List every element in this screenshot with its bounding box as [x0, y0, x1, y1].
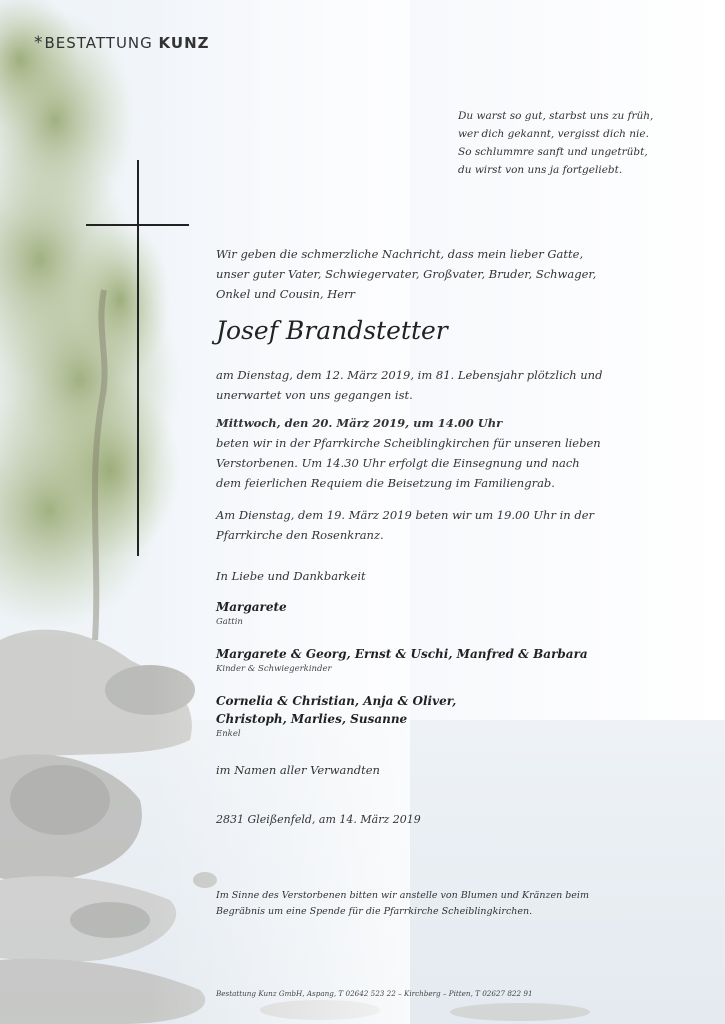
- mourner-group-spouse: [216, 598, 616, 629]
- mourner-relation: Gattin: [216, 617, 243, 627]
- logo-asterisk: *: [34, 33, 44, 53]
- mourner-group-grandchildren: [216, 692, 616, 741]
- death-notice: am Dienstag, dem 12. März 2019, im 81. Lebensjahr plötzlich und unerwartet von uns gegangen ist.: [216, 368, 603, 402]
- logo-strong: KUNZ: [158, 34, 210, 52]
- mourner-names: Margarete: [216, 600, 287, 614]
- cross-vertical-bar: [137, 160, 139, 556]
- mourner-group-children: [216, 645, 616, 676]
- funeral-home-logo: [34, 33, 210, 53]
- love-gratitude-line: In Liebe und Dankbarkeit: [216, 569, 366, 583]
- deceased-name: Josef Brandstetter: [216, 316, 448, 345]
- poem-line: wer dich gekannt, vergisst dich nie.: [458, 128, 649, 140]
- funeral-details: [216, 413, 606, 493]
- funeral-home-footer: Bestattung Kunz GmbH, Aspang, T 02642 523 22 – Kirchberg – Pitten, T 02627 822 91: [216, 989, 533, 998]
- logo-prefix: BESTATTUNG: [44, 34, 159, 52]
- funeral-date: Mittwoch, den 20. März 2019, um 14.00 Uhr: [216, 416, 503, 430]
- mourner-relation: Kinder & Schwiegerkinder: [216, 664, 332, 674]
- mourner-names: Margarete & Georg, Ernst & Uschi, Manfred & Barbara: [216, 647, 588, 661]
- on-behalf-of-relatives: im Namen aller Verwandten: [216, 763, 380, 777]
- poem-line: du wirst von uns ja fortgeliebt.: [458, 164, 623, 176]
- mourner-names-line2: Christoph, Marlies, Susanne: [216, 712, 408, 726]
- memorial-poem: [458, 107, 698, 179]
- rosary-notice: Am Dienstag, dem 19. März 2019 beten wir um 19.00 Uhr in der Pfarrkirche den Rosenkranz.: [216, 508, 594, 542]
- donation-request: Im Sinne des Verstorbenen bitten wir anstelle von Blumen und Kränzen beim Begräbnis um eine Spende für die Pfarrkirche Scheiblingkirchen.: [216, 890, 589, 917]
- poem-line: So schlummre sanft und ungetrübt,: [458, 146, 648, 158]
- mourner-relation: Enkel: [216, 729, 241, 739]
- cross-horizontal-bar: [86, 224, 189, 226]
- poem-line: Du warst so gut, starbst uns zu früh,: [458, 110, 654, 122]
- mourner-names-line1: Cornelia & Christian, Anja & Oliver,: [216, 694, 457, 708]
- funeral-text: beten wir in der Pfarrkirche Scheiblingkirchen für unseren lieben Verstorbenen. Um 14.30 Uhr erfolgt die Einsegnung und nach dem feierlichen Requiem die Beisetzung im Familiengrab.: [216, 436, 601, 490]
- announcement-intro: Wir geben die schmerzliche Nachricht, dass mein lieber Gatte, unser guter Vater, Schwiegervater, Großvater, Bruder, Schwager, Onkel und Cousin, Herr: [216, 247, 597, 301]
- place-and-date: 2831 Gleißenfeld, am 14. März 2019: [216, 813, 421, 826]
